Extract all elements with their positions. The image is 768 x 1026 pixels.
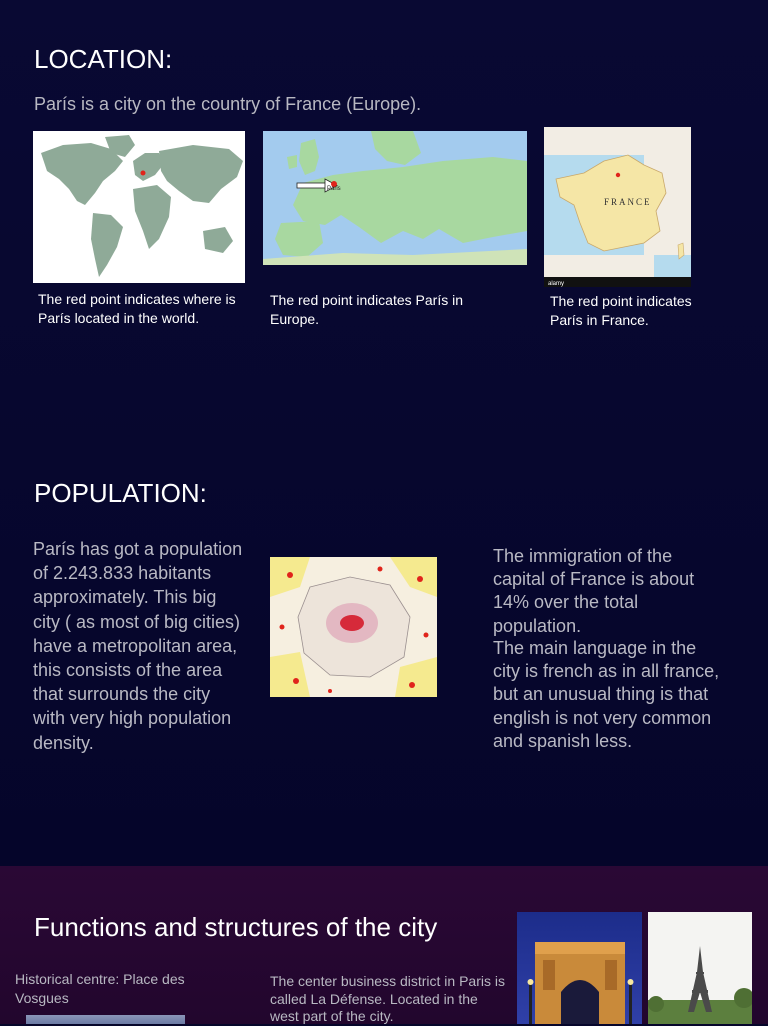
europe-map-caption: The red point indicates París in Europe. bbox=[270, 292, 463, 327]
eiffel-tower-photo bbox=[648, 912, 752, 1024]
place-des-vosges-photo bbox=[26, 1015, 185, 1024]
france-map-image bbox=[544, 127, 691, 287]
functions-heading: Functions and structures of the city bbox=[34, 912, 438, 942]
location-heading: LOCATION: bbox=[34, 44, 173, 74]
functions-section bbox=[0, 866, 768, 1024]
france-map-title: FRANCE bbox=[604, 197, 652, 207]
metropolitan-area-map bbox=[270, 557, 437, 697]
paris-marker-label: Paris bbox=[327, 186, 341, 192]
language-text: The main language in the city is french as in all france, but an unusual thing is that english is not very common and spanish less. bbox=[493, 638, 720, 751]
historical-centre-text: Historical centre: Place des Vosgues bbox=[15, 971, 185, 1006]
population-left-text: París has got a population of 2.243.833 habitants approximately. This big city ( as most of big cities) have a metropolitan area, this consists of the area that surrounds the city with very high population density. bbox=[33, 539, 243, 753]
immigration-text: The immigration of the capital of France is about 14% over the total population. bbox=[493, 546, 695, 636]
location-intro: París is a city on the country of France (Europe). bbox=[34, 94, 422, 114]
world-map-image bbox=[33, 131, 245, 283]
business-district-text: The center business district in Paris is called La Défense. Located in the west part of the city. bbox=[270, 973, 505, 1024]
world-map-caption: The red point indicates where is París located in the world. bbox=[38, 291, 236, 326]
europe-map-image bbox=[263, 131, 527, 265]
alamy-credit: alamy bbox=[548, 281, 565, 287]
population-heading: POPULATION: bbox=[34, 478, 207, 508]
france-map-caption: The red point indicates París in France. bbox=[550, 293, 692, 328]
arc-de-triomphe-photo bbox=[517, 912, 642, 1024]
